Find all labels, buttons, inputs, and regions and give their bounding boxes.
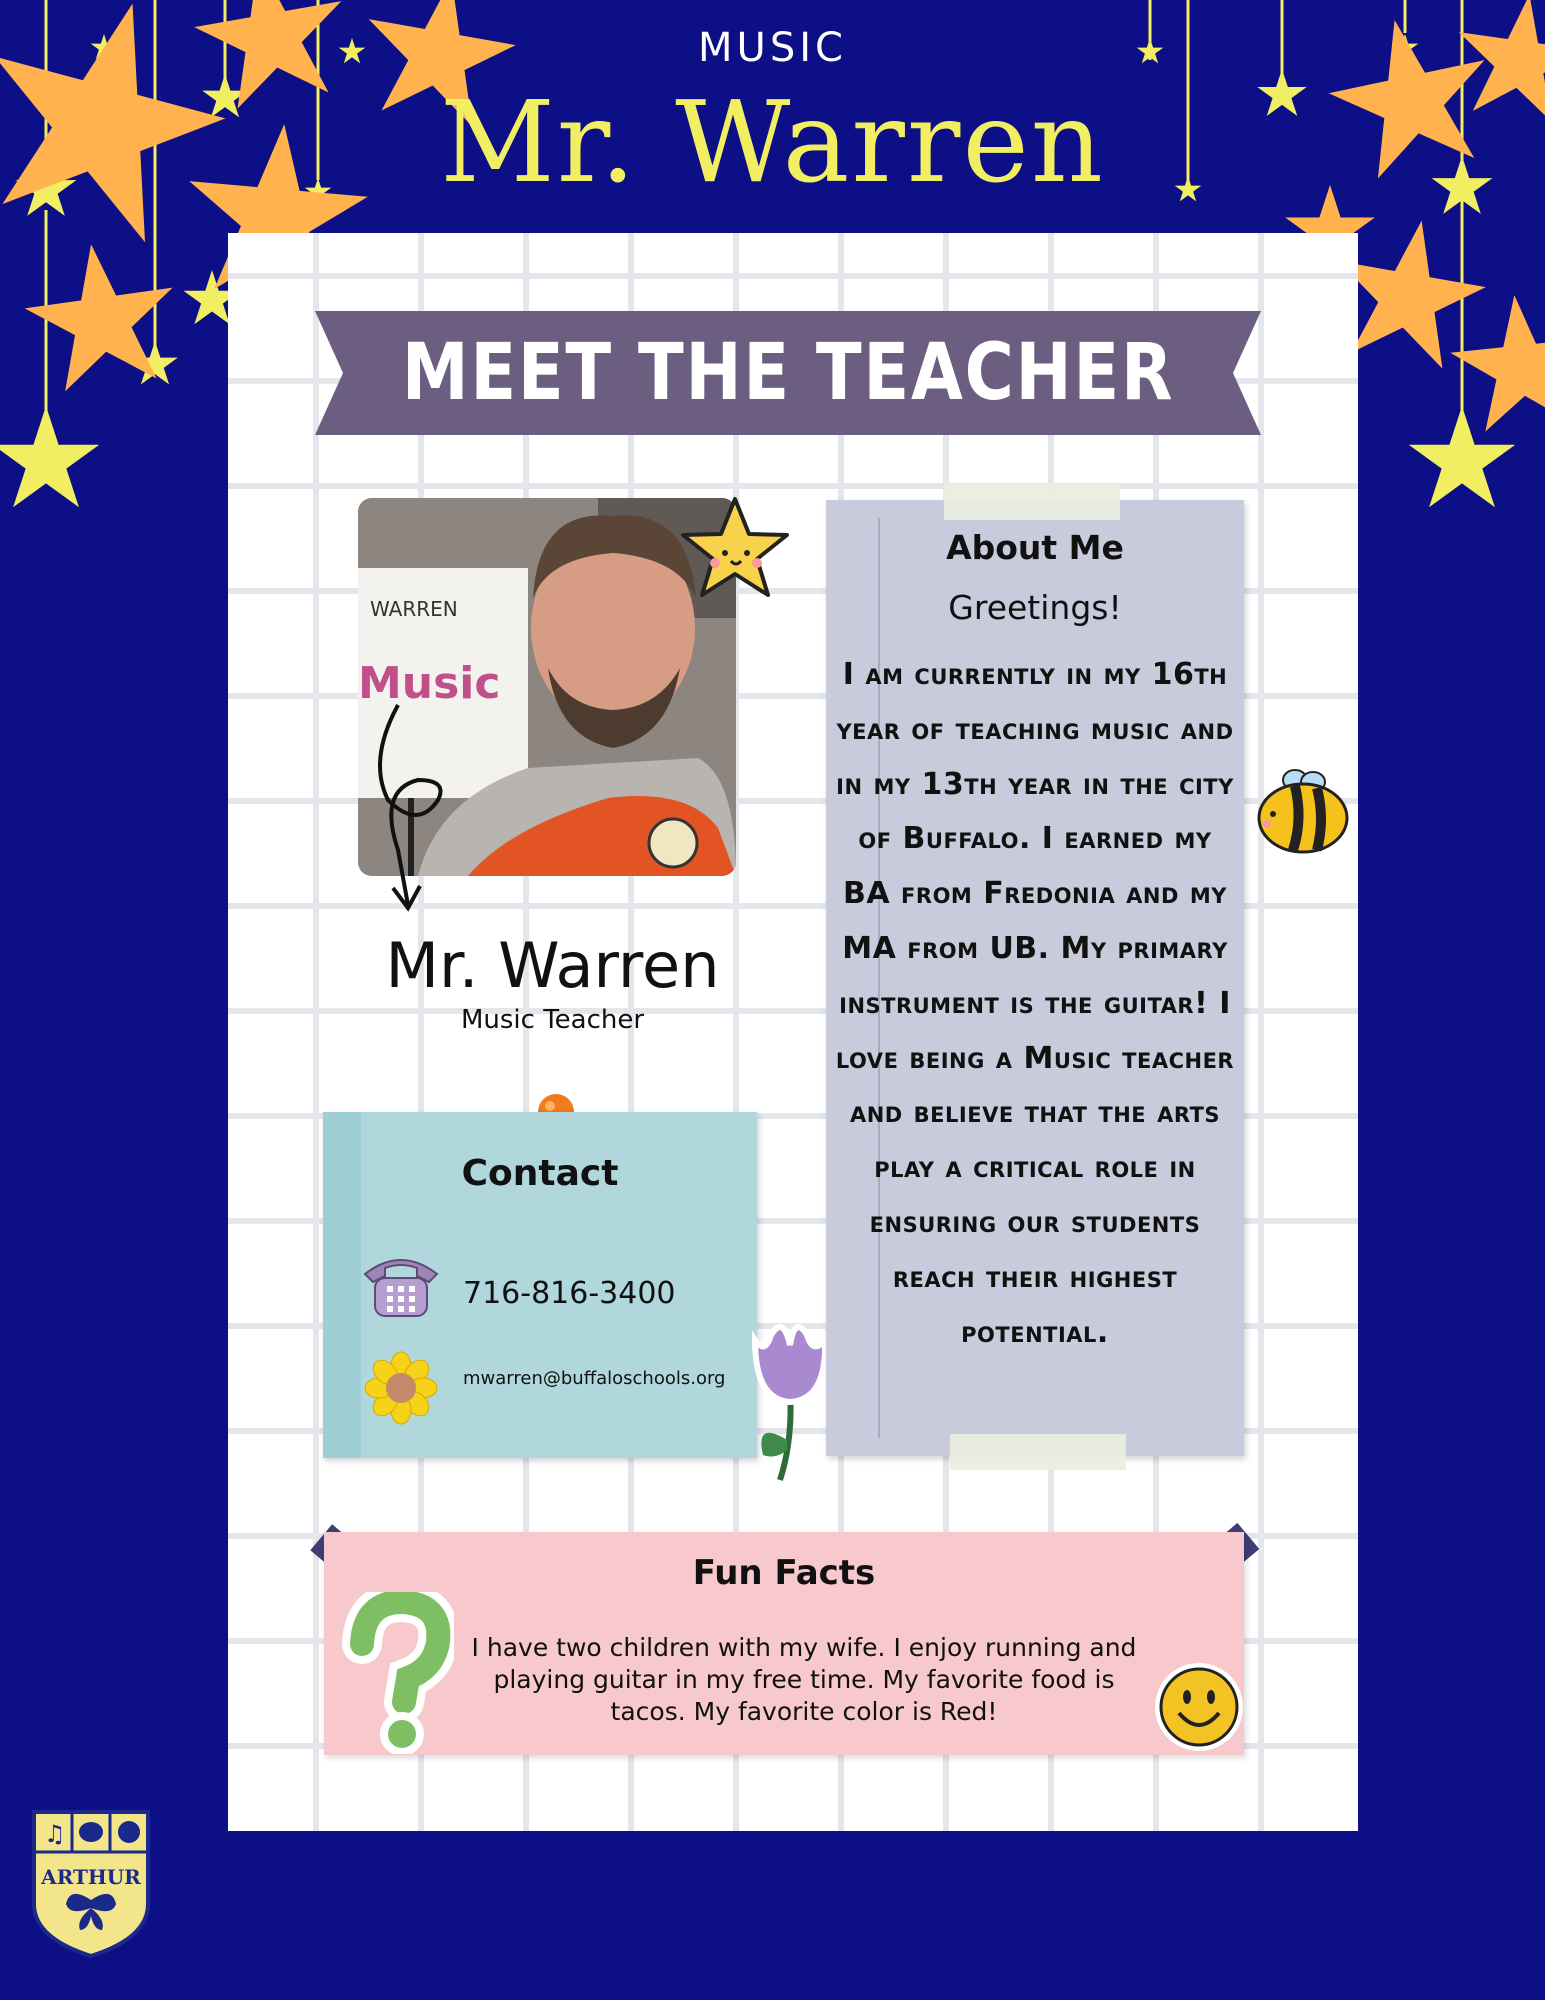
crest-text: ARTHUR <box>41 1865 141 1889</box>
fun-facts-card <box>324 1532 1244 1755</box>
bee-sticker <box>1255 764 1351 856</box>
about-greeting: Greetings! <box>948 588 1122 627</box>
tape-strip-bottom <box>950 1434 1126 1470</box>
photo-sign-word: Music <box>358 658 501 709</box>
fun-facts-body: I have two children with my wife. I enjoy running and playing guitar in my free time. My favorite food is tacos. My favorite color is Red! <box>471 1633 1137 1726</box>
fun-facts-title: Fun Facts <box>692 1553 876 1593</box>
about-body: I am currently in my 16th year of teaching music and in my 13th year in the city of Buffalo. I earned my BA from Fredonia and my MA from UB. My primary instrument is the guitar! I love being a Music teacher and believe that the arts play a critical role in ensuring our students reach their highest potential. <box>835 657 1235 1350</box>
svg-text:♫: ♫ <box>44 1820 66 1848</box>
about-title: About Me <box>946 528 1124 567</box>
tape-strip-top <box>944 484 1120 520</box>
email-address[interactable]: mwarren@buffaloschools.org <box>463 1368 726 1389</box>
contact-card <box>323 1112 757 1458</box>
smiling-star-sticker <box>672 492 798 610</box>
question-mark-sticker <box>342 1592 454 1754</box>
photo-sign-text: WARREN <box>370 597 458 621</box>
arrow-doodle <box>358 700 458 920</box>
about-me-card <box>826 500 1244 1456</box>
contact-title: Contact <box>461 1153 619 1194</box>
page-title: Mr. Warren <box>440 78 1105 208</box>
telephone-icon <box>359 1250 443 1320</box>
phone-number[interactable]: 716-816-3400 <box>463 1276 676 1311</box>
teacher-name: Mr. Warren <box>385 929 720 1002</box>
sunflower-icon <box>363 1350 439 1426</box>
banner-text: MEET THE TEACHER <box>401 328 1175 418</box>
meet-the-teacher-banner <box>315 311 1261 435</box>
arthur-school-crest-logo <box>30 1808 152 1960</box>
smiley-face-sticker <box>1152 1660 1246 1754</box>
teacher-role: Music Teacher <box>460 1005 645 1035</box>
subject-label: MUSIC <box>698 25 847 71</box>
